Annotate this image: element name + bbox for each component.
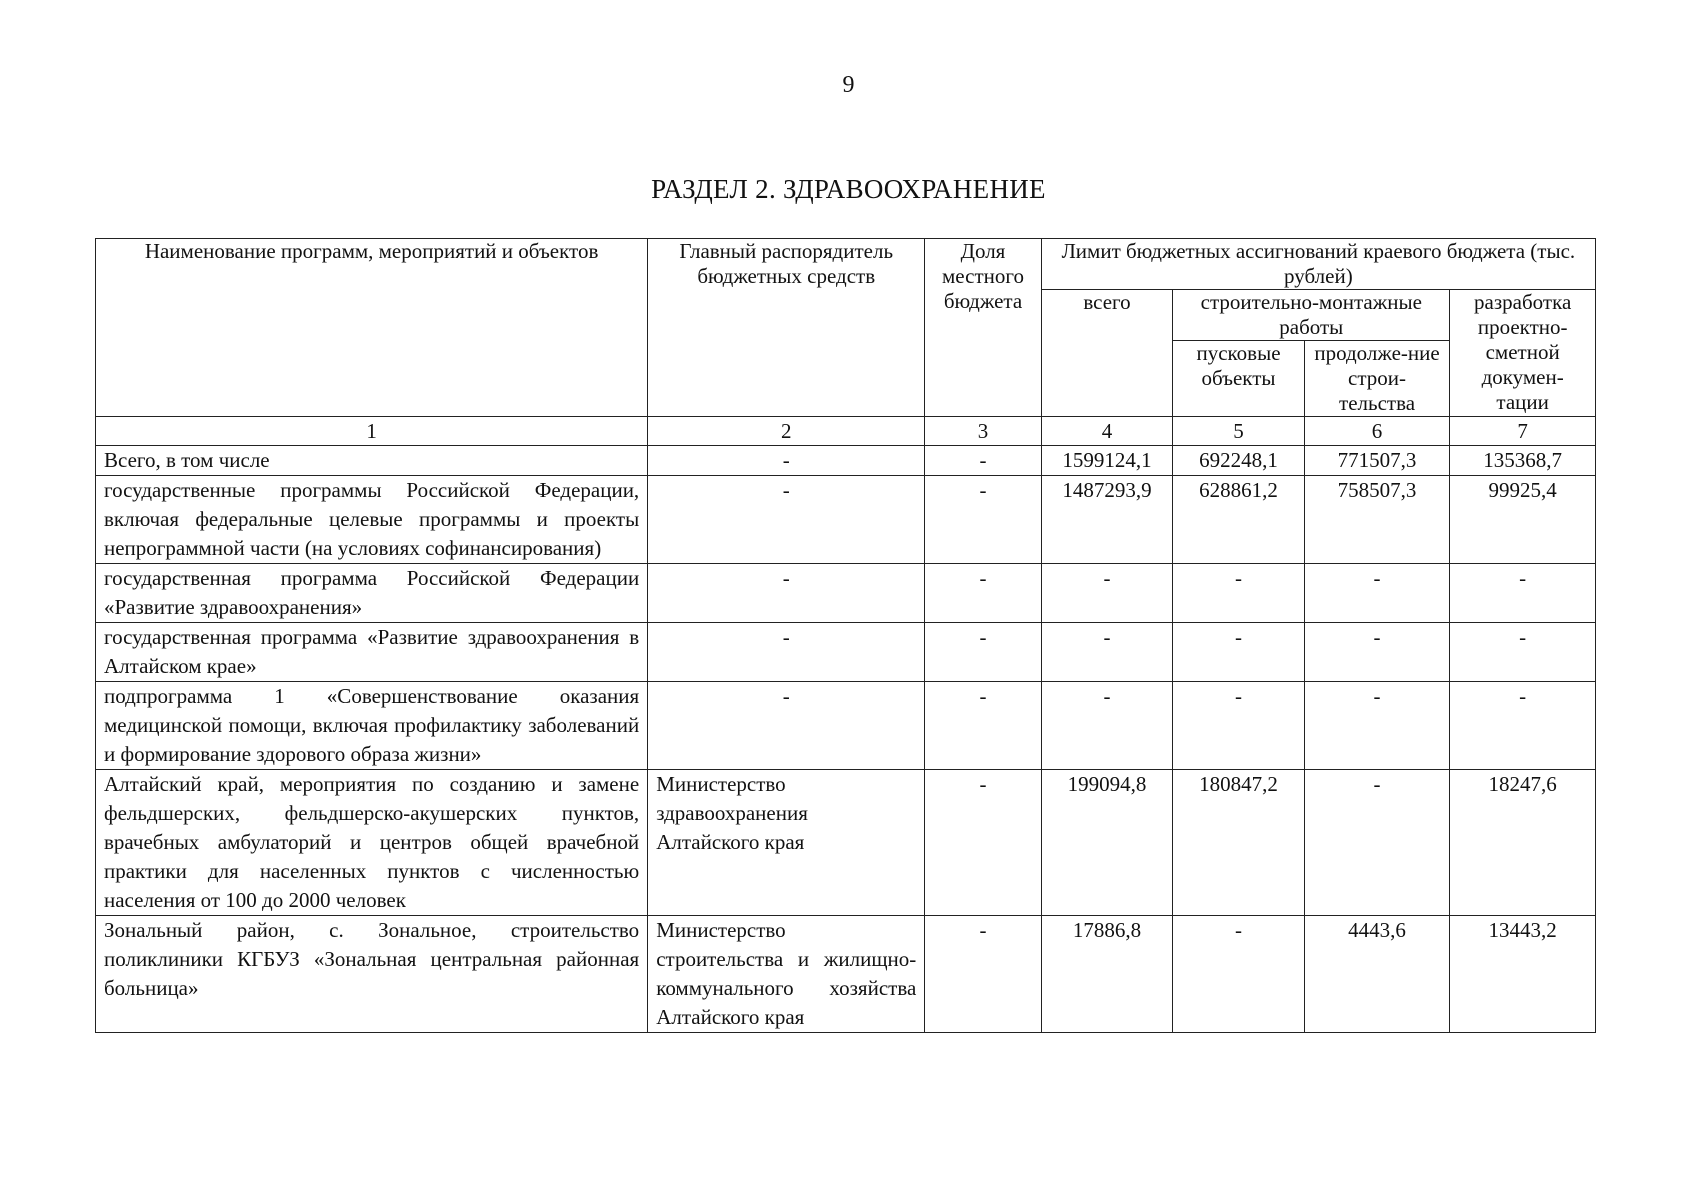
table-row bbox=[96, 770, 1596, 916]
column-number: 2 bbox=[648, 417, 925, 446]
row-continuation: 771507,3 bbox=[1304, 446, 1450, 476]
column-number: 4 bbox=[1041, 417, 1173, 446]
row-local-share: - bbox=[925, 446, 1041, 476]
row-design: 18247,6 bbox=[1450, 770, 1596, 916]
header-launch: пусковые объекты bbox=[1173, 341, 1305, 417]
row-manager: Министерство строительства и жилищно-коммунального хозяйства Алтайского края bbox=[648, 916, 925, 1033]
column-number: 3 bbox=[925, 417, 1041, 446]
row-manager: Министерство здравоохранения Алтайского края bbox=[648, 770, 925, 916]
row-total: 1599124,1 bbox=[1041, 446, 1173, 476]
row-name: Алтайский край, мероприятия по созданию и замене фельдшерских, фельдшерско-акушерских пунктов, врачебных амбулаторий и центров общей врачебной практики для населенных пунктов с численностью населения от 100 до 2000 человек bbox=[96, 770, 648, 916]
column-number-row bbox=[96, 417, 1596, 446]
row-continuation: 758507,3 bbox=[1304, 476, 1450, 564]
row-local-share: - bbox=[925, 623, 1041, 682]
row-launch: 692248,1 bbox=[1173, 446, 1305, 476]
table-row bbox=[96, 623, 1596, 682]
header-continuation: продолже-ние строи-тельства bbox=[1304, 341, 1450, 417]
row-local-share: - bbox=[925, 770, 1041, 916]
row-design: - bbox=[1450, 682, 1596, 770]
row-total: 1487293,9 bbox=[1041, 476, 1173, 564]
row-launch: - bbox=[1173, 682, 1305, 770]
row-name: Зональный район, с. Зональное, строительство поликлиники КГБУЗ «Зональная центральная районная больница» bbox=[96, 916, 648, 1033]
header-name: Наименование программ, мероприятий и объектов bbox=[96, 239, 648, 417]
table-row bbox=[96, 476, 1596, 564]
row-total: - bbox=[1041, 564, 1173, 623]
table-row bbox=[96, 916, 1596, 1033]
table-row bbox=[96, 682, 1596, 770]
row-local-share: - bbox=[925, 916, 1041, 1033]
row-launch: - bbox=[1173, 623, 1305, 682]
row-launch: - bbox=[1173, 564, 1305, 623]
column-number: 7 bbox=[1450, 417, 1596, 446]
row-local-share: - bbox=[925, 476, 1041, 564]
table-row bbox=[96, 446, 1596, 476]
column-number: 1 bbox=[96, 417, 648, 446]
row-total: - bbox=[1041, 682, 1173, 770]
header-design: разработка проектно-сметной докумен-тации bbox=[1450, 290, 1596, 417]
row-name: государственная программа «Развитие здравоохранения в Алтайском крае» bbox=[96, 623, 648, 682]
row-design: 13443,2 bbox=[1450, 916, 1596, 1033]
row-design: - bbox=[1450, 623, 1596, 682]
row-design: 135368,7 bbox=[1450, 446, 1596, 476]
header-manager: Главный распорядитель бюджетных средств bbox=[648, 239, 925, 417]
row-manager: - bbox=[648, 682, 925, 770]
table-row bbox=[96, 564, 1596, 623]
row-continuation: - bbox=[1304, 770, 1450, 916]
row-continuation: 4443,6 bbox=[1304, 916, 1450, 1033]
row-continuation: - bbox=[1304, 564, 1450, 623]
row-total: 17886,8 bbox=[1041, 916, 1173, 1033]
row-name: Всего, в том числе bbox=[96, 446, 648, 476]
row-manager: - bbox=[648, 446, 925, 476]
row-launch: - bbox=[1173, 916, 1305, 1033]
column-number: 6 bbox=[1304, 417, 1450, 446]
header-limit: Лимит бюджетных ассигнований краевого бюджета (тыс. рублей) bbox=[1041, 239, 1595, 290]
column-number: 5 bbox=[1173, 417, 1305, 446]
header-construction: строительно-монтажные работы bbox=[1173, 290, 1450, 341]
row-design: 99925,4 bbox=[1450, 476, 1596, 564]
row-design: - bbox=[1450, 564, 1596, 623]
row-manager: - bbox=[648, 623, 925, 682]
row-launch: 180847,2 bbox=[1173, 770, 1305, 916]
row-local-share: - bbox=[925, 682, 1041, 770]
row-name: государственные программы Российской Федерации, включая федеральные целевые программы и проекты непрограммной части (на условиях софинансирования) bbox=[96, 476, 648, 564]
row-manager: - bbox=[648, 476, 925, 564]
section-title: РАЗДЕЛ 2. ЗДРАВООХРАНЕНИЕ bbox=[651, 174, 1046, 204]
row-total: - bbox=[1041, 623, 1173, 682]
row-launch: 628861,2 bbox=[1173, 476, 1305, 564]
row-name: государственная программа Российской Федерации «Развитие здравоохранения» bbox=[96, 564, 648, 623]
header-total: всего bbox=[1041, 290, 1173, 417]
page-number: 9 bbox=[842, 72, 855, 98]
header-local-share: Доля местного бюджета bbox=[925, 239, 1041, 417]
row-continuation: - bbox=[1304, 682, 1450, 770]
row-continuation: - bbox=[1304, 623, 1450, 682]
row-manager: - bbox=[648, 564, 925, 623]
budget-table bbox=[95, 238, 1596, 1033]
row-name: подпрограмма 1 «Совершенствование оказания медицинской помощи, включая профилактику заболеваний и формирование здорового образа жизни» bbox=[96, 682, 648, 770]
row-total: 199094,8 bbox=[1041, 770, 1173, 916]
row-local-share: - bbox=[925, 564, 1041, 623]
